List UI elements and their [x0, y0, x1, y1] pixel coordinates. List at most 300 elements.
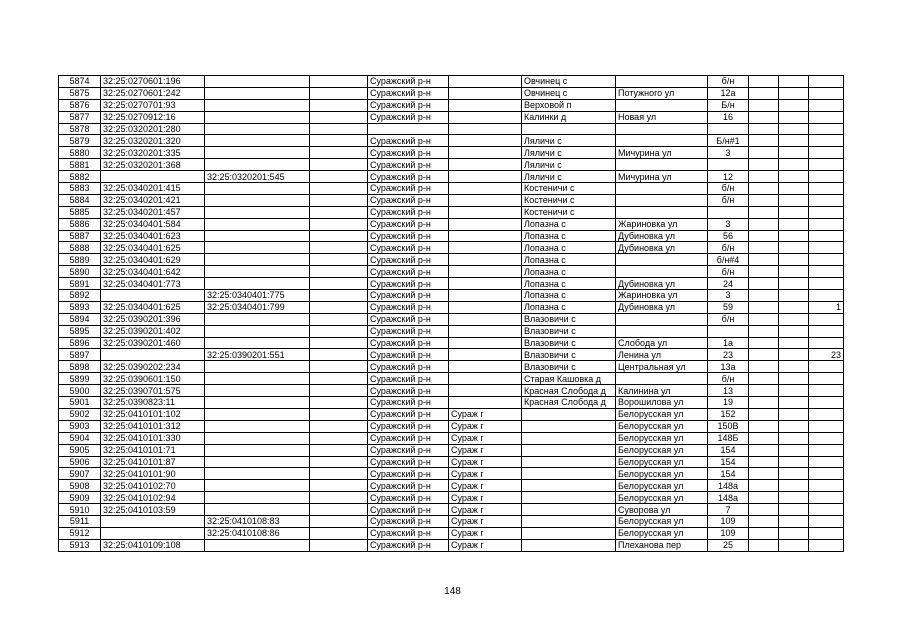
extra-value-cell: 1	[809, 301, 844, 313]
extra-value-cell	[809, 171, 844, 183]
settlement-cell	[522, 539, 616, 551]
row-number-cell: 5890	[59, 266, 101, 278]
cadastral-number-cell: 32:25:0410101:312	[101, 420, 205, 432]
row-number-cell: 5893	[59, 301, 101, 313]
street-cell: Мичурина ул	[616, 147, 708, 159]
empty-cell	[779, 278, 809, 290]
district-cell: Суражский р-н	[368, 206, 449, 218]
cadastral-number-cell: 32:25:0270912:16	[101, 111, 205, 123]
cadastral-number-alt-cell	[205, 385, 310, 397]
cadastral-number-cell: 32:25:0340201:415	[101, 183, 205, 195]
settlement-cell: Костеничи с	[522, 206, 616, 218]
registry-table-body	[59, 76, 844, 552]
extra-value-cell	[809, 87, 844, 99]
house-number-cell: 59	[708, 301, 749, 313]
city-cell: Сураж г	[449, 444, 522, 456]
cadastral-number-alt-cell	[205, 147, 310, 159]
city-cell	[449, 266, 522, 278]
cadastral-number-alt-cell: 32:25:0340401:799	[205, 301, 310, 313]
empty-cell	[779, 337, 809, 349]
street-cell: Ленина ул	[616, 349, 708, 361]
city-cell	[449, 313, 522, 325]
empty-cell	[779, 230, 809, 242]
extra-value-cell: 23	[809, 349, 844, 361]
house-number-cell: 148а	[708, 492, 749, 504]
empty-cell	[749, 385, 779, 397]
cadastral-number-cell: 32:25:0340201:457	[101, 206, 205, 218]
table-row	[59, 373, 844, 385]
empty-cell	[749, 123, 779, 135]
street-cell: Белорусская ул	[616, 515, 708, 527]
empty-cell	[779, 159, 809, 171]
district-cell: Суражский р-н	[368, 420, 449, 432]
settlement-cell: Верховой п	[522, 99, 616, 111]
street-cell: Центральная ул	[616, 361, 708, 373]
cadastral-number-cell: 32:25:0270701:93	[101, 99, 205, 111]
empty-cell	[310, 76, 368, 88]
empty-cell	[779, 420, 809, 432]
district-cell: Суражский р-н	[368, 87, 449, 99]
empty-cell	[310, 337, 368, 349]
empty-cell	[749, 432, 779, 444]
empty-cell	[779, 183, 809, 195]
empty-cell	[310, 301, 368, 313]
house-number-cell: 25	[708, 539, 749, 551]
empty-cell	[310, 87, 368, 99]
extra-value-cell	[809, 385, 844, 397]
empty-cell	[749, 171, 779, 183]
row-number-cell: 5907	[59, 468, 101, 480]
empty-cell	[749, 218, 779, 230]
row-number-cell: 5896	[59, 337, 101, 349]
district-cell: Суражский р-н	[368, 337, 449, 349]
house-number-cell: 13	[708, 385, 749, 397]
district-cell: Суражский р-н	[368, 218, 449, 230]
city-cell	[449, 171, 522, 183]
cadastral-number-alt-cell	[205, 218, 310, 230]
city-cell: Сураж г	[449, 527, 522, 539]
settlement-cell	[522, 123, 616, 135]
empty-cell	[749, 349, 779, 361]
empty-cell	[779, 171, 809, 183]
cadastral-number-alt-cell	[205, 266, 310, 278]
empty-cell	[310, 456, 368, 468]
table-row	[59, 480, 844, 492]
street-cell	[616, 194, 708, 206]
cadastral-number-cell: 32:25:0410101:71	[101, 444, 205, 456]
cadastral-number-cell: 32:25:0390201:460	[101, 337, 205, 349]
street-cell: Суворова ул	[616, 504, 708, 516]
empty-cell	[779, 218, 809, 230]
house-number-cell: 109	[708, 527, 749, 539]
street-cell: Дубиновка ул	[616, 301, 708, 313]
row-number-cell: 5911	[59, 515, 101, 527]
district-cell: Суражский р-н	[368, 492, 449, 504]
city-cell	[449, 301, 522, 313]
table-row	[59, 123, 844, 135]
district-cell: Суражский р-н	[368, 480, 449, 492]
cadastral-number-alt-cell	[205, 420, 310, 432]
row-number-cell: 5889	[59, 254, 101, 266]
empty-cell	[310, 278, 368, 290]
settlement-cell	[522, 515, 616, 527]
empty-cell	[310, 266, 368, 278]
table-row	[59, 515, 844, 527]
cadastral-number-alt-cell	[205, 468, 310, 480]
empty-cell	[779, 290, 809, 302]
settlement-cell: Овчинец с	[522, 87, 616, 99]
cadastral-number-alt-cell: 32:25:0340401:775	[205, 290, 310, 302]
district-cell: Суражский р-н	[368, 290, 449, 302]
city-cell: Сураж г	[449, 456, 522, 468]
settlement-cell: Ляличи с	[522, 171, 616, 183]
cadastral-number-alt-cell	[205, 492, 310, 504]
street-cell	[616, 373, 708, 385]
empty-cell	[779, 432, 809, 444]
house-number-cell: 56	[708, 230, 749, 242]
settlement-cell: Ляличи с	[522, 159, 616, 171]
empty-cell	[310, 385, 368, 397]
street-cell: Плеханова пер	[616, 539, 708, 551]
row-number-cell: 5879	[59, 135, 101, 147]
street-cell: Белорусская ул	[616, 408, 708, 420]
empty-cell	[310, 468, 368, 480]
empty-cell	[779, 373, 809, 385]
row-number-cell: 5913	[59, 539, 101, 551]
empty-cell	[779, 408, 809, 420]
settlement-cell: Овчинец с	[522, 76, 616, 88]
street-cell: Белорусская ул	[616, 480, 708, 492]
street-cell	[616, 266, 708, 278]
city-cell	[449, 373, 522, 385]
empty-cell	[749, 444, 779, 456]
empty-cell	[310, 218, 368, 230]
table-row	[59, 111, 844, 123]
settlement-cell: Ляличи с	[522, 147, 616, 159]
house-number-cell: б/н	[708, 76, 749, 88]
extra-value-cell	[809, 147, 844, 159]
district-cell: Суражский р-н	[368, 373, 449, 385]
empty-cell	[749, 468, 779, 480]
street-cell: Дубиновка ул	[616, 230, 708, 242]
city-cell: Сураж г	[449, 468, 522, 480]
cadastral-number-cell: 32:25:0410109:108	[101, 539, 205, 551]
district-cell: Суражский р-н	[368, 135, 449, 147]
street-cell: Жариновка ул	[616, 290, 708, 302]
house-number-cell: 154	[708, 456, 749, 468]
house-number-cell: 3	[708, 147, 749, 159]
street-cell: Дубиновка ул	[616, 242, 708, 254]
cadastral-number-cell: 32:25:0320201:335	[101, 147, 205, 159]
empty-cell	[310, 242, 368, 254]
page-number: 148	[444, 586, 461, 597]
cadastral-number-cell: 32:25:0320201:368	[101, 159, 205, 171]
district-cell: Суражский р-н	[368, 385, 449, 397]
cadastral-number-cell: 32:25:0390601:150	[101, 373, 205, 385]
cadastral-number-alt-cell	[205, 254, 310, 266]
empty-cell	[749, 278, 779, 290]
empty-cell	[779, 397, 809, 409]
settlement-cell: Ляличи с	[522, 135, 616, 147]
house-number-cell: 13а	[708, 361, 749, 373]
district-cell: Суражский р-н	[368, 432, 449, 444]
settlement-cell: Красная Слобода д	[522, 385, 616, 397]
empty-cell	[310, 515, 368, 527]
empty-cell	[749, 99, 779, 111]
empty-cell	[749, 183, 779, 195]
street-cell: Потужного ул	[616, 87, 708, 99]
house-number-cell	[708, 325, 749, 337]
district-cell: Суражский р-н	[368, 349, 449, 361]
cadastral-number-alt-cell	[205, 194, 310, 206]
row-number-cell: 5905	[59, 444, 101, 456]
cadastral-number-cell: 32:25:0320201:280	[101, 123, 205, 135]
empty-cell	[779, 361, 809, 373]
row-number-cell: 5899	[59, 373, 101, 385]
street-cell: Белорусская ул	[616, 468, 708, 480]
extra-value-cell	[809, 515, 844, 527]
empty-cell	[779, 539, 809, 551]
row-number-cell: 5883	[59, 183, 101, 195]
table-row	[59, 159, 844, 171]
street-cell	[616, 159, 708, 171]
empty-cell	[310, 492, 368, 504]
empty-cell	[779, 147, 809, 159]
city-cell	[449, 325, 522, 337]
row-number-cell: 5892	[59, 290, 101, 302]
house-number-cell: 109	[708, 515, 749, 527]
empty-cell	[749, 206, 779, 218]
empty-cell	[779, 444, 809, 456]
empty-cell	[310, 135, 368, 147]
table-row	[59, 420, 844, 432]
street-cell	[616, 123, 708, 135]
table-row	[59, 361, 844, 373]
city-cell	[449, 87, 522, 99]
extra-value-cell	[809, 373, 844, 385]
cadastral-number-cell: 32:25:0410103:59	[101, 504, 205, 516]
house-number-cell	[708, 159, 749, 171]
extra-value-cell	[809, 76, 844, 88]
street-cell: Ворошилова ул	[616, 397, 708, 409]
row-number-cell: 5880	[59, 147, 101, 159]
cadastral-number-alt-cell: 32:25:0410108:86	[205, 527, 310, 539]
city-cell	[449, 242, 522, 254]
city-cell	[449, 230, 522, 242]
city-cell	[449, 361, 522, 373]
table-row	[59, 230, 844, 242]
row-number-cell: 5877	[59, 111, 101, 123]
city-cell	[449, 194, 522, 206]
city-cell	[449, 147, 522, 159]
cadastral-number-cell: 32:25:0340401:629	[101, 254, 205, 266]
empty-cell	[310, 361, 368, 373]
empty-cell	[749, 111, 779, 123]
street-cell	[616, 313, 708, 325]
extra-value-cell	[809, 337, 844, 349]
empty-cell	[310, 397, 368, 409]
row-number-cell: 5876	[59, 99, 101, 111]
cadastral-number-cell: 32:25:0390701:575	[101, 385, 205, 397]
empty-cell	[749, 266, 779, 278]
extra-value-cell	[809, 254, 844, 266]
district-cell: Суражский р-н	[368, 254, 449, 266]
cadastral-number-alt-cell	[205, 123, 310, 135]
empty-cell	[749, 504, 779, 516]
house-number-cell: 24	[708, 278, 749, 290]
cadastral-number-alt-cell: 32:25:0390201:551	[205, 349, 310, 361]
table-row	[59, 135, 844, 147]
cadastral-number-alt-cell	[205, 337, 310, 349]
cadastral-number-cell: 32:25:0320201:320	[101, 135, 205, 147]
row-number-cell: 5882	[59, 171, 101, 183]
row-number-cell: 5885	[59, 206, 101, 218]
row-number-cell: 5906	[59, 456, 101, 468]
extra-value-cell	[809, 206, 844, 218]
city-cell: Сураж г	[449, 420, 522, 432]
street-cell	[616, 135, 708, 147]
street-cell: Мичурина ул	[616, 171, 708, 183]
table-row	[59, 290, 844, 302]
table-row	[59, 432, 844, 444]
table-row	[59, 183, 844, 195]
row-number-cell: 5904	[59, 432, 101, 444]
house-number-cell: 3	[708, 218, 749, 230]
district-cell: Суражский р-н	[368, 147, 449, 159]
empty-cell	[749, 325, 779, 337]
table-row	[59, 397, 844, 409]
city-cell	[449, 290, 522, 302]
city-cell	[449, 397, 522, 409]
empty-cell	[310, 111, 368, 123]
settlement-cell: Красная Слобода д	[522, 397, 616, 409]
house-number-cell	[708, 206, 749, 218]
empty-cell	[310, 480, 368, 492]
settlement-cell	[522, 504, 616, 516]
house-number-cell: 152	[708, 408, 749, 420]
empty-cell	[779, 242, 809, 254]
settlement-cell: Лопазна с	[522, 254, 616, 266]
district-cell: Суражский р-н	[368, 325, 449, 337]
row-number-cell: 5875	[59, 87, 101, 99]
house-number-cell: 7	[708, 504, 749, 516]
empty-cell	[749, 301, 779, 313]
table-row	[59, 242, 844, 254]
cadastral-number-alt-cell	[205, 325, 310, 337]
city-cell	[449, 183, 522, 195]
district-cell: Суражский р-н	[368, 468, 449, 480]
district-cell: Суражский р-н	[368, 111, 449, 123]
settlement-cell	[522, 408, 616, 420]
empty-cell	[310, 159, 368, 171]
house-number-cell: б/н#4	[708, 254, 749, 266]
house-number-cell: 12	[708, 171, 749, 183]
empty-cell	[779, 135, 809, 147]
district-cell: Суражский р-н	[368, 444, 449, 456]
settlement-cell	[522, 420, 616, 432]
cadastral-number-cell: 32:25:0340401:625	[101, 242, 205, 254]
empty-cell	[779, 99, 809, 111]
cadastral-number-alt-cell	[205, 397, 310, 409]
empty-cell	[749, 373, 779, 385]
cadastral-number-cell	[101, 290, 205, 302]
house-number-cell: 23	[708, 349, 749, 361]
city-cell	[449, 111, 522, 123]
city-cell: Сураж г	[449, 432, 522, 444]
street-cell: Дубиновка ул	[616, 278, 708, 290]
extra-value-cell	[809, 99, 844, 111]
empty-cell	[779, 385, 809, 397]
district-cell: Суражский р-н	[368, 527, 449, 539]
settlement-cell: Лопазна с	[522, 218, 616, 230]
table-row	[59, 218, 844, 230]
district-cell: Суражский р-н	[368, 361, 449, 373]
settlement-cell	[522, 527, 616, 539]
empty-cell	[749, 290, 779, 302]
settlement-cell: Лопазна с	[522, 266, 616, 278]
empty-cell	[779, 111, 809, 123]
house-number-cell: 148а	[708, 480, 749, 492]
cadastral-number-cell: 32:25:0410102:70	[101, 480, 205, 492]
house-number-cell: 154	[708, 444, 749, 456]
settlement-cell: Лопазна с	[522, 242, 616, 254]
house-number-cell: 150В	[708, 420, 749, 432]
cadastral-number-cell: 32:25:0340401:642	[101, 266, 205, 278]
settlement-cell: Костеничи с	[522, 194, 616, 206]
settlement-cell: Старая Кашовка д	[522, 373, 616, 385]
empty-cell	[310, 373, 368, 385]
settlement-cell: Лопазна с	[522, 278, 616, 290]
table-row	[59, 313, 844, 325]
house-number-cell: б/н	[708, 266, 749, 278]
street-cell: Жариновка ул	[616, 218, 708, 230]
cadastral-number-alt-cell	[205, 87, 310, 99]
cadastral-number-alt-cell	[205, 480, 310, 492]
empty-cell	[310, 313, 368, 325]
table-row	[59, 266, 844, 278]
empty-cell	[749, 337, 779, 349]
empty-cell	[779, 480, 809, 492]
city-cell: Сураж г	[449, 408, 522, 420]
city-cell	[449, 254, 522, 266]
empty-cell	[310, 325, 368, 337]
cadastral-number-alt-cell	[205, 539, 310, 551]
row-number-cell: 5909	[59, 492, 101, 504]
city-cell: Сураж г	[449, 480, 522, 492]
district-cell: Суражский р-н	[368, 313, 449, 325]
extra-value-cell	[809, 468, 844, 480]
row-number-cell: 5901	[59, 397, 101, 409]
table-row	[59, 87, 844, 99]
city-cell	[449, 159, 522, 171]
city-cell	[449, 349, 522, 361]
extra-value-cell	[809, 444, 844, 456]
city-cell: Сураж г	[449, 515, 522, 527]
row-number-cell: 5886	[59, 218, 101, 230]
table-row	[59, 147, 844, 159]
house-number-cell: б/н	[708, 373, 749, 385]
settlement-cell: Костеничи с	[522, 183, 616, 195]
row-number-cell: 5884	[59, 194, 101, 206]
table-row	[59, 171, 844, 183]
street-cell: Белорусская ул	[616, 420, 708, 432]
row-number-cell: 5903	[59, 420, 101, 432]
empty-cell	[310, 183, 368, 195]
cadastral-number-alt-cell: 32:25:0410108:83	[205, 515, 310, 527]
empty-cell	[779, 76, 809, 88]
row-number-cell: 5897	[59, 349, 101, 361]
table-row	[59, 325, 844, 337]
